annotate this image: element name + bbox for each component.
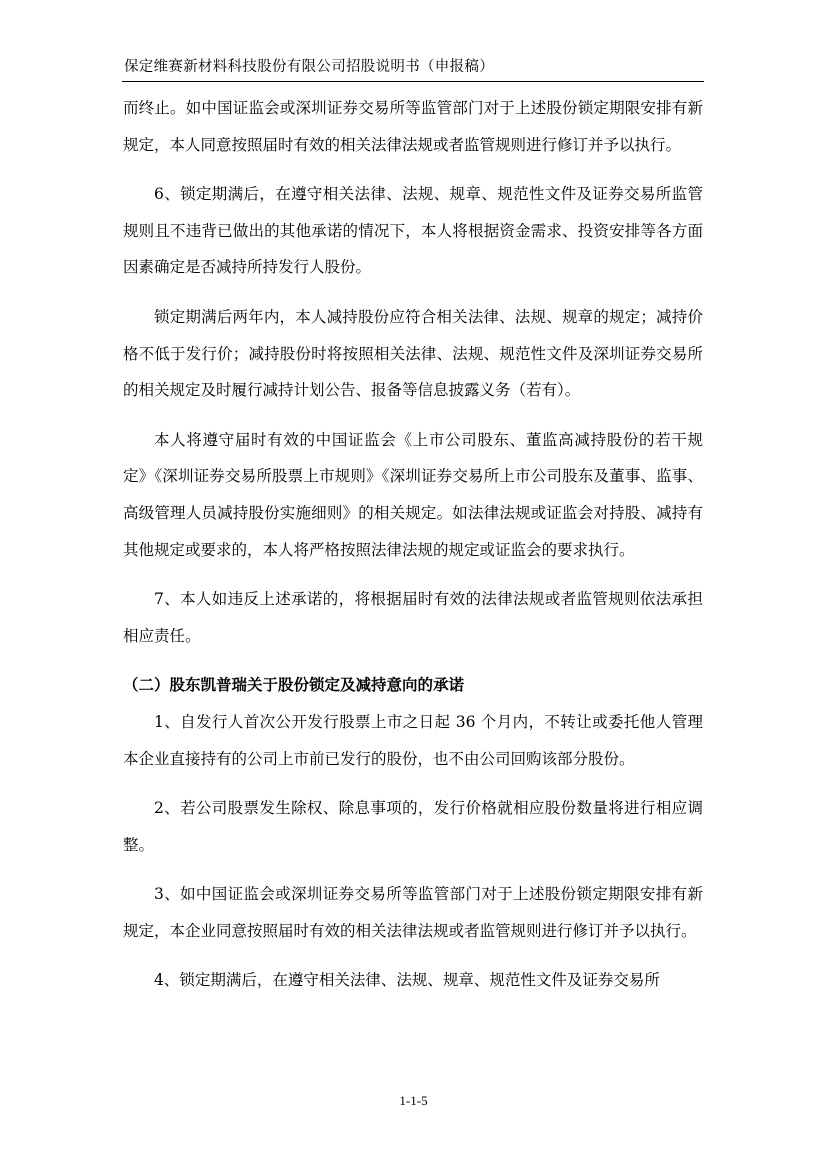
paragraph-continuation: 而终止。如中国证监会或深圳证券交易所等监管部门对于上述股份锁定期限安排有新规定，本人同意按照届时有效的相关法律法规或者监管规则进行修订并予以执行。 (123, 99, 703, 154)
paragraph-item-3: 3、如中国证监会或深圳证券交易所等监管部门对于上述股份锁定期限安排有新规定，本企业同意按照届时有效的相关法律法规或者监管规则进行修订并予以执行。 (123, 885, 703, 940)
paragraph-reduction-terms: 锁定期满后两年内，本人减持股份应符合相关法律、法规、规章的规定；减持价格不低于发行价；减持股份时将按照相关法律、法规、规范性文件及深圳证券交易所的相关规定及时履行减持计划公告、报备等信息披露义务（若有）。 (123, 307, 703, 400)
page-header (122, 55, 704, 82)
paragraph-item-4: 4、锁定期满后，在遵守相关法律、法规、规章、规范性文件及证券交易所 (154, 971, 660, 990)
paragraph-item-2: 2、若公司股票发生除权、除息事项的，发行价格就相应股份数量将进行相应调整。 (123, 799, 703, 854)
paragraph-item-7: 7、本人如违反上述承诺的，将根据届时有效的法律法规或者监管规则依法承担相应责任。 (123, 590, 703, 645)
paragraph-regulations: 本人将遵守届时有效的中国证监会《上市公司股东、董监高减持股份的若干规定》《深圳证券交易所股票上市规则》《深圳证券交易所上市公司股东及董事、监事、高级管理人员减持股份实施细则》的相关规定。如法律法规或证监会对持股、减持有其他规定或要求的，本人将严格按照法律法规的规定或证监会的要求执行。 (123, 430, 703, 559)
paragraph-item-1: 1、自发行人首次公开发行股票上市之日起 36 个月内，不转让或委托他人管理本企业直接持有的公司上市前已发行的股份，也不由公司回购该部分股份。 (123, 712, 703, 768)
page-number: 1-1-5 (399, 1093, 428, 1108)
section-heading: （二）股东凯普瑞关于股份锁定及减持意向的承诺 (123, 676, 465, 695)
document-title: 保定维赛新材料科技股份有限公司招股说明书（申报稿） (124, 59, 494, 75)
paragraph-item-6: 6、锁定期满后，在遵守相关法律、法规、规章、规范性文件及证券交易所监管规则且不违背已做出的其他承诺的情况下，本人将根据资金需求、投资安排等各方面因素确定是否减持所持发行人股份。 (123, 185, 703, 277)
document-body (123, 90, 703, 1012)
